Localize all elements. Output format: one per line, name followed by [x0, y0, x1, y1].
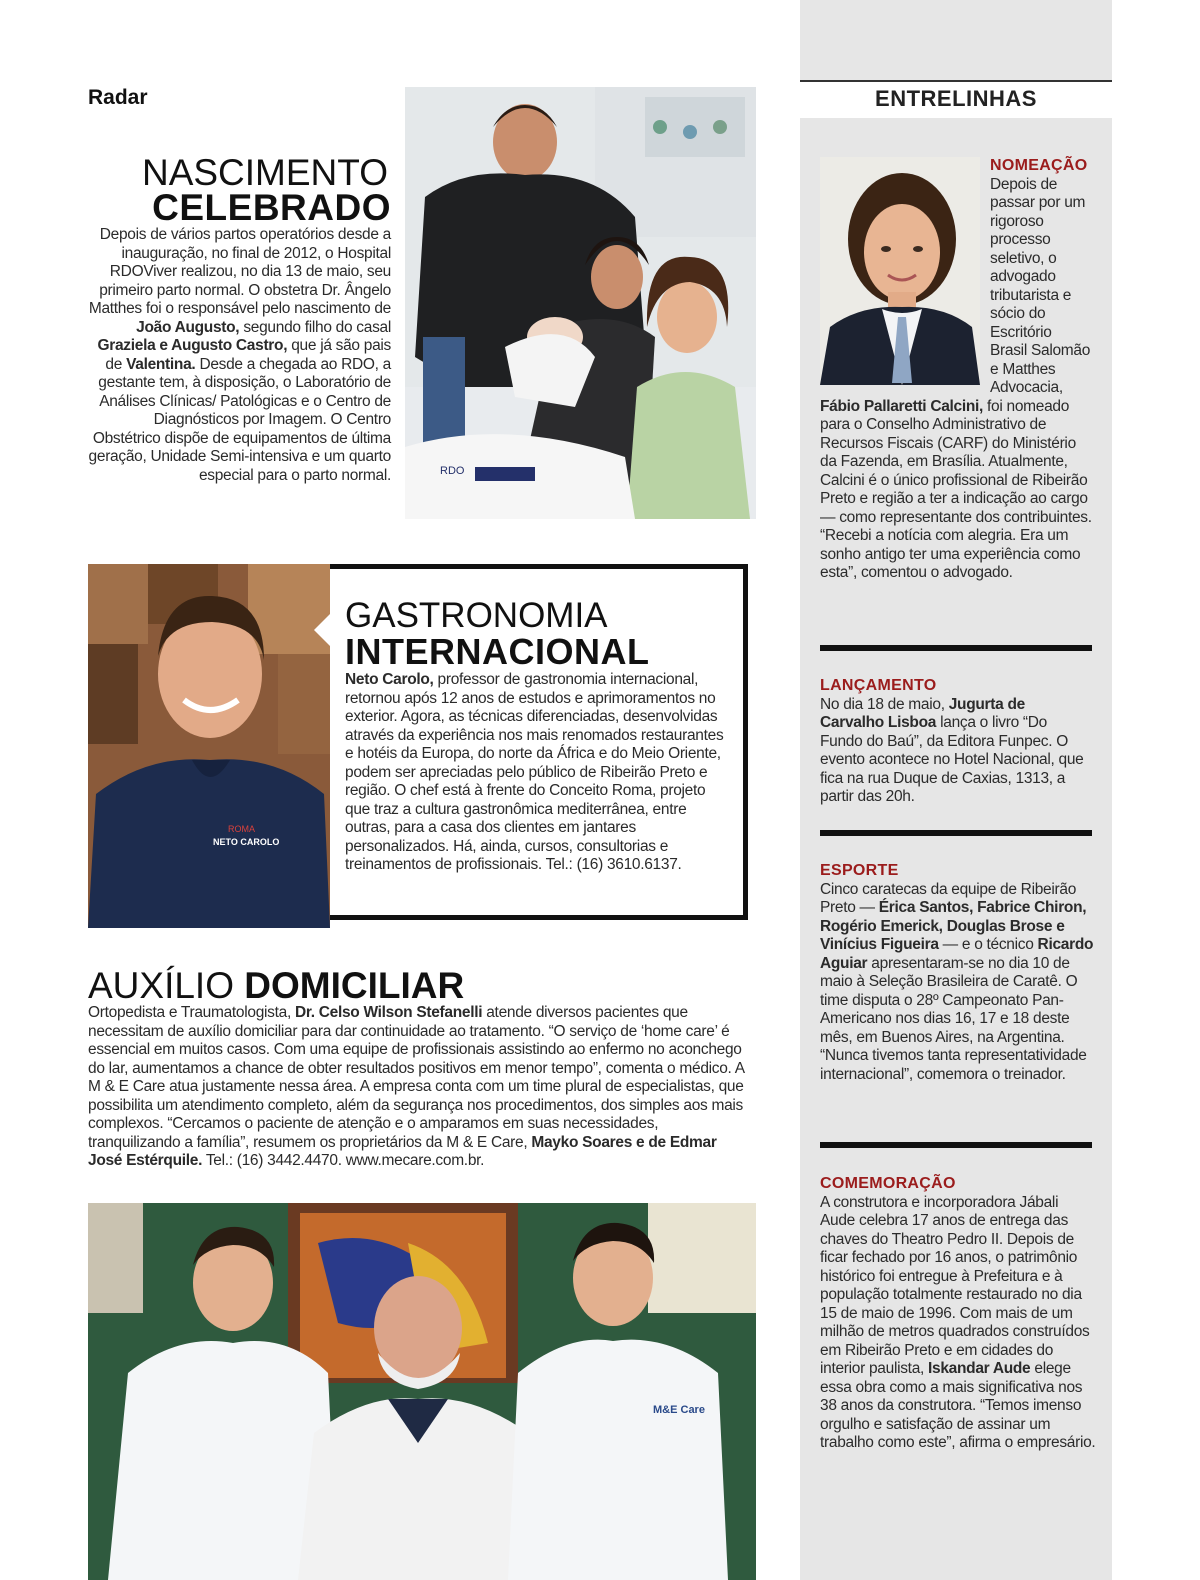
comemoracao-text-2: elege essa obra como a mais significativa nos 38 anos da construtora. “Temos imenso orgulho e satisfação de assinar um trabalho como este”, afirma o empresário. [820, 1360, 1096, 1451]
nascimento-text-4: Desde a chegada ao RDO, a gestante tem, à disposição, o Laboratório de Análises Clínicas/ Patológicas e o Centro de Diagnósticos por Imagem. O Centro Obstétrico dispõe de equipamentos de última geração, Unidade Semi-intensiva e um quarto especial para o parto normal. [88, 355, 391, 484]
esporte-text-2: — e o técnico [938, 936, 1038, 953]
esporte-bold-names: Érica Santos, Fabrice Chiron, Rogério Emerick, Douglas Brose e Vinícius Figueira [820, 899, 1087, 953]
doctors-photo [88, 1203, 756, 1580]
comemoracao-text-1: A construtora e incorporadora Jábali Aude celebra 17 anos de entrega das chaves do Theatro Pedro II. Depois de ficar fechado por 16 anos, o patrimônio histórico foi entregue à Prefeitura e à população totalmente restaurado no dia 15 de maio de 1996. Com mais de um milhão de metros quadrados construídos em Ribeirão Preto e em cidades do interior paulista, [820, 1193, 1090, 1377]
float-spacer [820, 157, 990, 385]
nascimento-text-2: segundo filho do casal [239, 318, 391, 336]
chef-photo-drawing [88, 564, 330, 928]
gastronomia-title-light: GASTRONOMIA [345, 596, 608, 635]
nascimento-title-light: NASCIMENTO [141, 152, 388, 193]
chef-photo [88, 564, 330, 928]
auxilio-text-3: Tel.: (16) 3442.4470. www.mecare.com.br. [202, 1152, 485, 1169]
nascimento-bold-sister: Valentina. [126, 355, 196, 373]
gastronomia-body [345, 671, 725, 875]
lancamento-bold-name: Jugurta de Carvalho Lisboa [820, 695, 1025, 731]
auxilio-text-2: atende diversos pacientes que necessitam de auxílio domiciliar para dar continuidade ao tratamento. “O serviço de ‘home care’ é essencial em muitos casos. Com uma equipe de profissionais assistindo ao enfermo no aconchego do lar, aumentamos a chance de obter resultados positivos em menor tempo”, comenta o médico. A M & E Care atua justamente nessa área. A empresa conta com um time plural de especialistas, que possibilita um atendimento completo, além da segurança nos procedimentos, dos simples aos mais complexos. “Cercamos o paciente de atenção e o amparamos em suas necessidades, tranquilizando a família”, resumem os proprietários da M & E Care, [88, 1004, 744, 1151]
nascimento-text-1: Depois de vários partos operatórios desde a inauguração, no final de 2012, o Hospital RDOViver realizou, no dia 13 de maio, seu primeiro parto normal. O obstetra Dr. Ângelo Matthes foi o responsável pelo nascimento de [88, 226, 391, 317]
doctors-photo-drawing [88, 1203, 756, 1580]
jacket-text-roma: ROMA [228, 824, 255, 834]
category-lancamento: LANÇAMENTO [820, 677, 937, 694]
lancamento-block [820, 677, 1092, 807]
category-nomeacao: NOMEAÇÃO [990, 157, 1088, 174]
esporte-bold-coach: Ricardo Aguiar [820, 936, 1094, 972]
jacket-text-name: NETO CAROLO [213, 837, 280, 847]
nomeacao-text-2: foi nomeado para o Conselho Administrativo de Recursos Fiscais (CARF) do Ministério da Fazenda, em Brasília. Atualmente, Calcini é o único profissional de Ribeirão Preto e região a ter a indicação ao cargo — como representante dos contribuintes. “Recebi a notícia com alegria. Era um sonho antigo ter uma experiência como esta”, comentou o advogado. [820, 397, 1092, 581]
sidebar-divider [820, 1142, 1092, 1148]
nascimento-bold-parents: Graziela e Augusto Castro, [97, 337, 288, 354]
esporte-text-3: apresentaram-se no dia 10 de maio à Seleção Brasileira de Caratê. O time disputa o 28º Campeonato Pan-Americano nos dias 16, 17 e 18 deste mês, em Buenos Aires, na Argentina. “Nunca tivemos tanta representatividade internacional”, comemora o treinador. [820, 954, 1087, 1083]
nomeacao-text-1: Depois de passar por um rigoroso processo seletivo, o advogado tributarista e sócio do Escritório Brasil Salomão e Matthes Advocacia, [990, 175, 1091, 396]
auxilio-title-bold: DOMICILIAR [244, 965, 465, 1006]
gastronomia-text-1: professor de gastronomia internacional, retornou após 12 anos de estudos e aprimoramentos no exterior. Agora, as técnicas diferenciadas, desenvolvidas através da experiência nos mais renomados restaurantes e hotéis da Europa, do norte da África e do Meio Oriente, podem ser apreciadas pelo público de Ribeirão Preto e região. O chef está à frente do Conceito Roma, projeto que traz a cultura gastronômica mediterrânea, entre outras, para a casa dos clientes em jantares personalizados. Há, ainda, cursos, consultorias e treinamentos de profissionais. Tel.: (16) 3610.6137. [345, 671, 724, 873]
family-photo-drawing [405, 87, 756, 519]
nascimento-text-3: que já são pais de [105, 337, 391, 373]
section-label: Radar [88, 86, 148, 109]
nascimento-title-bold: CELEBRADO [152, 187, 391, 228]
blanket-logo-text: RDO [440, 465, 465, 477]
esporte-text-1: Cinco caratecas da equipe de Ribeirão Preto — [820, 880, 1077, 916]
comemoracao-block [820, 1175, 1096, 1453]
coat-logo-text: M&E Care [653, 1404, 705, 1416]
entrelinhas-title: ENTRELINHAS [875, 86, 1037, 111]
sidebar-divider [820, 830, 1092, 836]
nomeacao-block [820, 157, 1092, 583]
nomeacao-bold-name: Fábio Pallaretti Calcini, [820, 397, 984, 415]
auxilio-bold-doctor: Dr. Celso Wilson Stefanelli [294, 1004, 483, 1021]
lancamento-text-1: No dia 18 de maio, [820, 695, 949, 713]
auxilio-title-light: AUXÍLIO [88, 965, 234, 1006]
category-esporte: ESPORTE [820, 862, 899, 879]
gastronomia-pointer [314, 612, 332, 648]
category-comemoracao: COMEMORAÇÃO [820, 1175, 956, 1192]
auxilio-title [88, 965, 464, 1007]
gastronomia-title-bold: INTERNACIONAL [345, 631, 650, 672]
nascimento-body [88, 226, 391, 485]
comemoracao-bold-name: Iskandar Aude [928, 1360, 1031, 1377]
sidebar-divider [820, 645, 1092, 651]
esporte-block [820, 862, 1096, 1084]
auxilio-body [88, 1004, 748, 1171]
family-photo [405, 87, 756, 519]
nascimento-bold-baby: João Augusto, [136, 318, 240, 336]
gastronomia-bold-chef: Neto Carolo, [345, 671, 434, 688]
auxilio-text-1: Ortopedista e Traumatologista, [88, 1004, 295, 1021]
lancamento-text-2: lança o livro “Do Fundo do Baú”, da Editora Funpec. O evento acontece no Hotel Nacional, que fica na rua Duque de Caxias, 1313, a partir das 20h. [820, 714, 1084, 805]
auxilio-bold-owners: Mayko Soares e de Edmar José Estérquile. [88, 1133, 717, 1169]
